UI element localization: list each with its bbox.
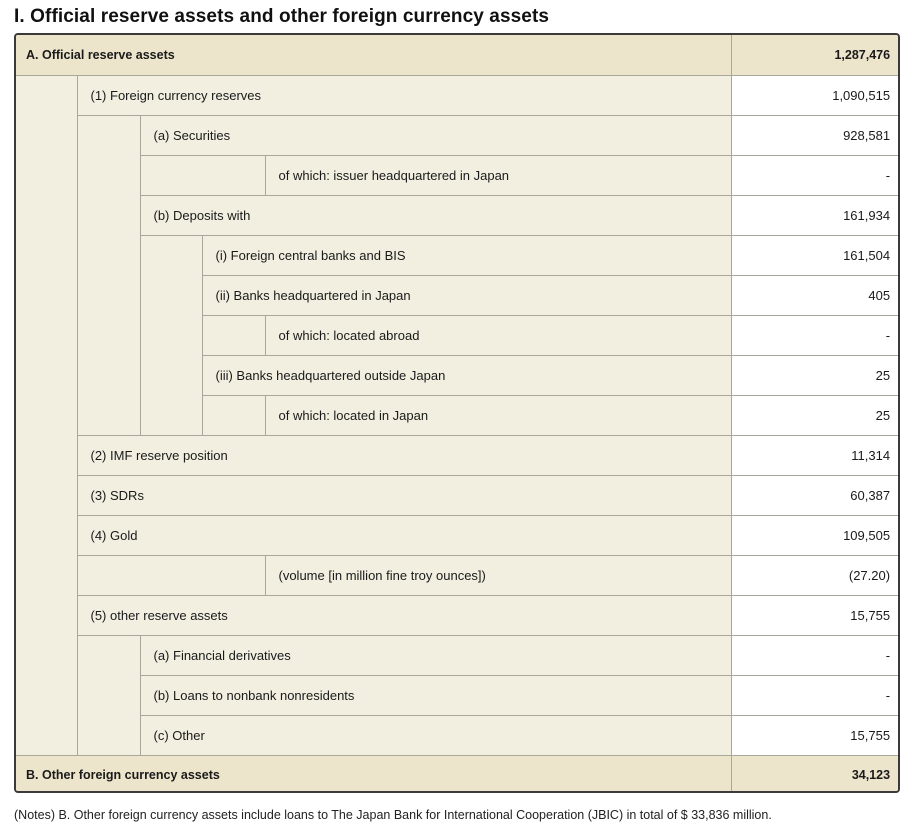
row-value: 161,504: [731, 235, 900, 275]
row-value: 405: [731, 275, 900, 315]
row-label: B. Other foreign currency assets: [16, 755, 731, 793]
row-label: of which: located in Japan: [265, 395, 731, 435]
row-label: of which: issuer headquartered in Japan: [265, 155, 731, 195]
row-label: (1) Foreign currency reserves: [77, 75, 731, 115]
row-label: (a) Financial derivatives: [140, 635, 731, 675]
table-row: [16, 675, 900, 715]
row-value: 11,314: [731, 435, 900, 475]
row-value: 109,505: [731, 515, 900, 555]
row-value: 928,581: [731, 115, 900, 155]
row-value: 161,934: [731, 195, 900, 235]
row-label: (5) other reserve assets: [77, 595, 731, 635]
indent-cell: [77, 115, 140, 435]
row-label: (3) SDRs: [77, 475, 731, 515]
row-value: 15,755: [731, 715, 900, 755]
row-label: (i) Foreign central banks and BIS: [202, 235, 731, 275]
table-row: [16, 515, 900, 555]
row-label: (b) Loans to nonbank nonresidents: [140, 675, 731, 715]
row-value: -: [731, 635, 900, 675]
row-value: -: [731, 675, 900, 715]
indent-cell: [140, 235, 202, 435]
row-label: (a) Securities: [140, 115, 731, 155]
row-label: of which: located abroad: [265, 315, 731, 355]
row-label: (volume [in million fine troy ounces]): [265, 555, 731, 595]
table-row: [16, 75, 900, 115]
row-value: 60,387: [731, 475, 900, 515]
table-row: [16, 195, 900, 235]
table-row: [16, 235, 900, 275]
table-row: [16, 155, 900, 195]
row-value: 34,123: [731, 755, 900, 793]
row-value: 25: [731, 355, 900, 395]
table-row: [16, 555, 900, 595]
table-notes: (Notes) B. Other foreign currency assets include loans to The Japan Bank for International Cooperation (JBIC) in total of $ 33,836 million.: [14, 808, 772, 822]
indent-cell: [77, 635, 140, 755]
indent-cell: [16, 75, 77, 755]
indent-cell: [202, 395, 265, 435]
row-label: A. Official reserve assets: [16, 35, 731, 75]
table-row: [16, 115, 900, 155]
section-title: I. Official reserve assets and other foreign currency assets: [14, 6, 550, 27]
table-row: [16, 755, 900, 793]
row-value: (27.20): [731, 555, 900, 595]
indent-cell: [77, 555, 265, 595]
table-row: [16, 635, 900, 675]
row-value: 25: [731, 395, 900, 435]
indent-cell: [140, 155, 265, 195]
row-label: (2) IMF reserve position: [77, 435, 731, 475]
row-label: (4) Gold: [77, 515, 731, 555]
indent-cell: [202, 315, 265, 355]
row-label: (ii) Banks headquartered in Japan: [202, 275, 731, 315]
table-row: [16, 35, 900, 75]
table-row: [16, 715, 900, 755]
table-row: [16, 595, 900, 635]
row-label: (iii) Banks headquartered outside Japan: [202, 355, 731, 395]
reserve-assets-table: [14, 33, 900, 793]
table-row: [16, 435, 900, 475]
row-value: -: [731, 155, 900, 195]
row-value: 15,755: [731, 595, 900, 635]
row-value: -: [731, 315, 900, 355]
row-value: 1,090,515: [731, 75, 900, 115]
row-value: 1,287,476: [731, 35, 900, 75]
row-label: (b) Deposits with: [140, 195, 731, 235]
row-label: (c) Other: [140, 715, 731, 755]
table-row: [16, 475, 900, 515]
